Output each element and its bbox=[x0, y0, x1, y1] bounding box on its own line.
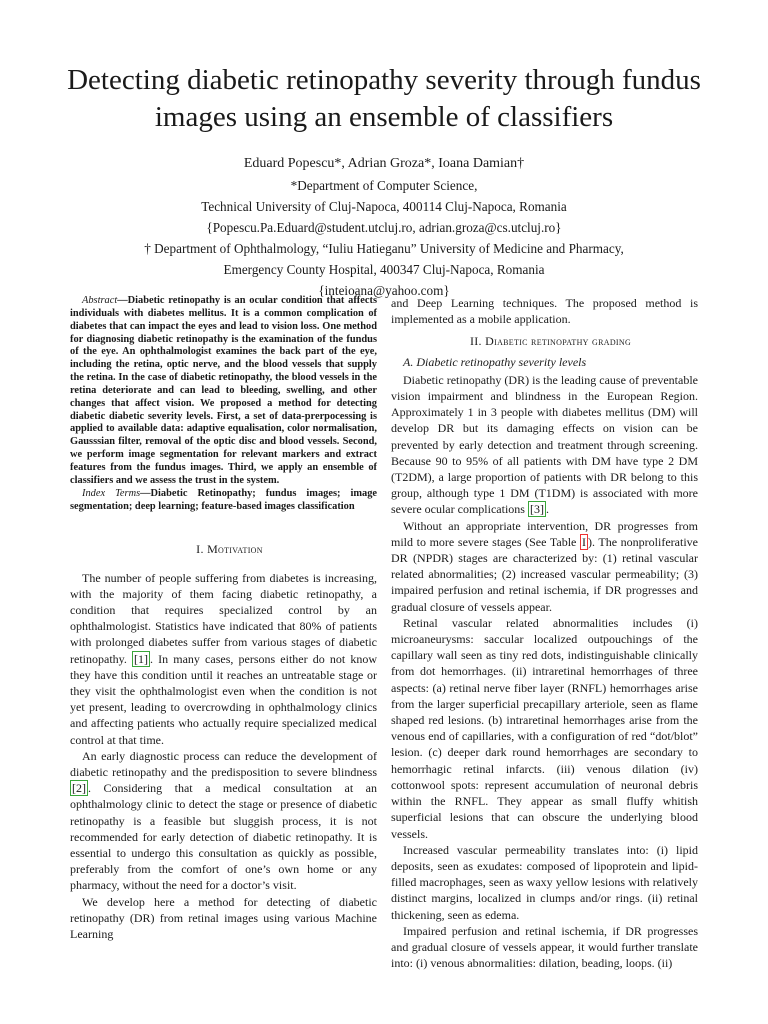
paragraph: Retinal vascular related abnormalities includes (i) microaneurysms: saccular localized outpouchings of the capillary wall seen as tiny red dots, indistinguishable clinically from dot hemorrhages. (ii) intraretinal hemorrhages of three aspects: (a) retinal nerve fiber layer (RNFL) hemorrhages arise from the larger superficial precapillary arteriole, seen as flame shaped red lesions. (b) intraretinal hemorrhages arise from the venous end of capillaries, with a configuration of red “dot/blot” lesion. (c) deeper dark round hemorrhages are secondary to hemorrhagic retinal infarcts. (iii) venous dilation (iv) cottonwool spots: represent accumulation of neuronal debris within the RNFL. They appear as small fluffy whitish superficial lesions that can obscure the underlying blood vessels. bbox=[391, 615, 698, 841]
left-column bbox=[70, 295, 377, 942]
paragraph: The number of people suffering from diabetes is increasing, with the majority of them facing diabetic retinopathy, a condition that requires specialized control by an ophthalmologist. Statistics have indicated that 80% of patients with prolonged diabetes suffer from various stages of diabetic retinopathy. [1] . In many cases, persons either do not know they have this condition until it reaches an untreatable stage or they visit the ophthalmologist even when the condition is not yet present, leading to overcrowding in ophthalmology clinics and affecting patients who actually require specialized medical control at that time. bbox=[70, 570, 378, 747]
paragraph: We develop here a method for detecting of diabetic retinopathy (DR) from retinal images using various Machine Learning bbox=[70, 894, 377, 942]
author-names: Eduard Popescu*, Adrian Groza*, Ioana Damian† bbox=[243, 156, 525, 171]
index-terms-label: Index Terms bbox=[82, 487, 141, 499]
email-line: {Popescu.Pa.Eduard@student.utcluj.ro, adrian.groza@cs.utcluj.ro} bbox=[206, 220, 562, 235]
paper-title: Detecting diabetic retinopathy severity through fundus images using an ensemble of classifiers bbox=[67, 64, 701, 133]
citation-link[interactable]: [3] bbox=[529, 502, 544, 517]
abstract-label: Abstract bbox=[82, 295, 118, 306]
email-line: {inteioana@yahoo.com} bbox=[318, 283, 450, 298]
paragraph: Increased vascular permeability translates into: (i) lipid deposits, seen as exudates: composed of lipoprotein and lipid-filled macrophages, seen as waxy yellow lesions with relatively distinct margins, localized in clumps and/or rings. (ii) retinal thickening, seen as edema. bbox=[391, 842, 698, 922]
affiliation-line: Technical University of Cluj-Napoca, 400114 Cluj-Napoca, Romania bbox=[201, 199, 567, 214]
citation-link[interactable]: [2] bbox=[72, 781, 86, 796]
paragraph: Diabetic retinopathy (DR) is the leading cause of preventable vision impairment and blindness in the European Region. Approximately 1 in 3 people with diabetes mellitus (DM) will develop DR but its damaging effects on vision can be prevented by early detection and treatment through screening. Because 90 to 95% of all patients with DM have type 2 DM (T2DM), a large proportion of patients with DR belong to this group, although type 1 DM (T1DM) is associated with more severe ocular complications [3] . bbox=[391, 372, 698, 517]
paragraph: An early diagnostic process can reduce the development of diabetic retinopathy and the predisposition to severe blindness [2] . Considering that a medical consultation at an ophthalmology clinic to detect the stage or presence of diabetic retinopathy is a feasible but sluggish process, it is not recommended for early detection of diabetic retinopathy. It is essential to undergo this consultation as quickly as possible, preferably from the comfort of one’s own home or any pharmacy, without the need for a doctor’s visit. bbox=[70, 748, 377, 893]
abstract bbox=[70, 295, 377, 488]
table-reference-link[interactable]: I bbox=[581, 534, 586, 549]
affiliation-line: *Department of Computer Science, bbox=[290, 178, 478, 193]
index-terms-text: —Diabetic Retinopathy; fundus images; image segmentation; deep learning; feature-based images classification bbox=[70, 487, 378, 512]
citation-link[interactable]: [1] bbox=[134, 651, 149, 666]
abstract-text: —Diabetic retinopathy is an ocular condition that affects individuals with diabetes mellitus. It is a common complication of diabetes that can impact the eyes and lead to vision loss. One method for diagnosing diabetic retinopathy is the examination of the fundus of the eye. An ophthalmologist examines the back part of the eye, including the retina, optic nerve, and the blood vessels that supply the retina. In the case of diabetic retinopathy, the blood vessels in the retina deteriorate and can lead to bleeding, swelling, and other changes that affect vision. We proposed a method for detecting diabetic diabetic severity levels. First, a set of data-prerpocessing is applied to available data: adaptive equalisation, color normalisation, Gausssian filter, removal of the optic disc and blood vessels. Second, we perform image segmentation for relevant markers and extract features from the fundus images. Third, we apply an ensemble of classifiers and we assess the trust in the system. bbox=[70, 295, 377, 486]
section-heading: I. Motivation bbox=[196, 542, 263, 557]
paragraph: and Deep Learning techniques. The proposed method is implemented as a mobile application. bbox=[391, 296, 698, 327]
subsection-heading: A. Diabetic retinopathy severity levels bbox=[403, 354, 587, 369]
index-terms bbox=[70, 488, 377, 514]
author-block bbox=[40, 153, 728, 301]
right-column bbox=[391, 295, 698, 971]
paragraph: Impaired perfusion and retinal ischemia, if DR progresses and gradual closure of vessels appear, it would further translate into: (i) venous abnormalities: dilation, beading, loops. (ii) bbox=[391, 923, 698, 971]
affiliation-line: Emergency County Hospital, 400347 Cluj-Napoca, Romania bbox=[223, 262, 545, 277]
section-heading: II. Diabetic retinopathy grading bbox=[469, 334, 632, 349]
paragraph: Without an appropriate intervention, DR progresses from mild to more severe stages (See Table I ). The nonproliferative DR (NPDR) stages are characterized by: (1) retinal vascular related abnormalities; (2) increased vascular permeability; (3) impaired perfusion and retinal ischemia, if DR progresses and gradual closure of vessels appear. bbox=[391, 518, 698, 614]
affiliation-line: † Department of Ophthalmology, “Iuliu Hatieganu” University of Medicine and Pharmacy, bbox=[144, 241, 624, 256]
